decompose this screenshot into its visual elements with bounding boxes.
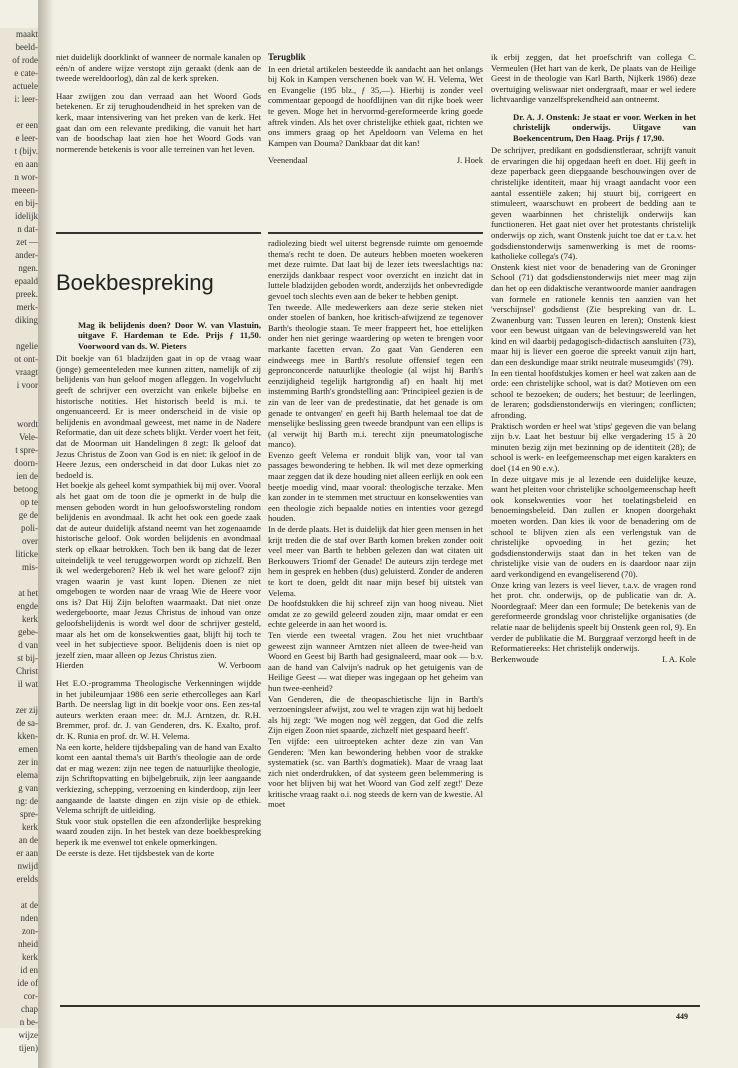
signature bbox=[268, 155, 483, 166]
margin-fragment: n be- bbox=[19, 1017, 38, 1027]
margin-fragment: e leer- bbox=[15, 133, 38, 143]
margin-fragment: preek. bbox=[15, 289, 38, 299]
margin-fragment: g van bbox=[18, 783, 38, 793]
margin-fragment: idelijk bbox=[15, 211, 38, 221]
margin-fragment: zet — bbox=[16, 237, 38, 247]
margin-fragment: erelds bbox=[16, 874, 38, 884]
review-heading: Mag ik belijdenis doen? Door W. van Vlastuin, uitgave F. Hardeman te Ede. Prijs ƒ 11,50. Voorwoord van ds. W. Pieters bbox=[78, 320, 261, 351]
review-body: De schrijver, predikant en godsdienstleraar, schrijft vanuit de ervaringen die hij opgedaan heeft en doet. Hij geeft in deze paperback geen diepgaande beschouwingen over de christelijke identiteit, maar hij vraagt aandacht voor een aantal essentiële zaken; hij stuurt bij, corrigeert en stimuleert, waarschuwt en probeert de bedding aan te geven waarbinnen het christelijk onderwijs kan functioneren. Het gaat niet over het protestants christelijk onderwijs op zich, want Onstenk juicht toe dat er t.a.v. het godsdienstonderwijs samenwerking is met de rooms-katholieke collega's (74). Onstenk kiest niet voor de benadering van de Groninger School (71) dat godsdienstonderwijs niet meer mag zijn dan het op een didaktische verantwoorde manier aandragen van formele en rationele kennis ten aanzien van het 'verschijnsel' godsdienst (Zie bespreking van dr. L. Zwanenburg van: Tussen leuren en leren); Onstenk kiest voor een bewust uitgaan van de belevingswereld van het kind en wil daarbij pedagogisch-didactisch aansluiten (73), maar hij is liever een goeroe die spreekt vanuit zijn hart, dan een deskundige maar strikt neutrale museumgids' (79). In een tiental hoofdstukjes komen er heel wat zaken aan de orde: een christelijke school, wat is dat? Motieven om een school te bezoeken; de ouders; het bestuur; de leerlingen, de leraren; godsdienstonderwijs en vieringen; conflicten; afronding. Praktisch worden er heel wat 'stips' gegeven die van belang zijn b.v. Laat het bestuur bij elke vergadering 15 à 20 minuten bezig zijn met bezinning op de identiteit (28); de school is werk- en leefgemeenschap met eigen karakters en doel (14 en 90 e.v.). In deze uitgave mis je al lezende een duidelijke keuze, want het pleiten voor christelijke schoolgemeenschap heeft ook konsekwenties voor het toelatingsbeleid en benoemingsbeleid. Dan zullen er knopen doorgehakt moeten worden. Dan kies ik voor de benadering om de school te blijven zien als een verlengstuk van de christelijke opvoeding in het gezin; het godsdienstonderwijs staat dan in het teken van de christelijke visie van de ouders en is daardoor naar zijn aard verkondigend en evangeliserend (70). Onze kring van lezers is veel liever, t.a.v. de vragen rond het prot. chr. onderwijs, op de publicatie van dr. A. Noordegraaf: Meer dan een formule; De betekenis van de gereformeerde grondslag voor christelijke organisaties (de relatie naar de belijdenis speelt bij Onstenk geen rol, 9). En verder de publikatie die M. Burggraaf verzorgd heeft in de Reformatiereeks: Het christelijk onderwijs. bbox=[491, 145, 696, 654]
margin-fragment: liticke bbox=[15, 549, 38, 559]
margin-fragment: kerk bbox=[22, 952, 38, 962]
section-title: Boekbespreking bbox=[56, 270, 214, 295]
review-body: Het E.O.-programma Theologische Verkenningen wijdde in het jubileumjaar 1986 een serie ethercolleges aan Karl Barth. De neerslag ligt in dit boekje voor ons. Een zes-tal auteurs werkten eraan mee: dr. M.J. Arntzen, dr. R.H. Bremmer, prof. dr. J. van Genderen, drs. K. Exalto, prof. dr. K. Runia en prof. dr. W. H. Velema. Na een korte, heldere tijdsbepaling van de hand van Exalto komt een aantal thema's uit Barth's theologie aan de orde dat er mag wezen: zijn nee tegen de natuurlijke theologie, zijn Schriftopvatting en bijbelgebruik, zijn leer aangaande verkiezing, schepping, verzoening en kinderdoop, zijn leer aangaande de laatste dingen en zijn visie op de ethiek. Velema schrijft de uitleiding. Stuk voor stuk opstellen die een afzonderlijke bespreking waard zouden zijn. In het bestek van deze boekbespreking beperk ik me evenwel tot enkele opmerkingen. De eerste is deze. Het tijdsbestek van de korte bbox=[56, 678, 261, 858]
section-rule bbox=[268, 232, 483, 234]
margin-fragment: ander- bbox=[15, 250, 38, 260]
signature-place: Berkenwoude bbox=[491, 653, 539, 664]
margin-fragment: ide of bbox=[17, 978, 38, 988]
margin-fragment: ngelie bbox=[16, 341, 38, 351]
margin-fragment: ien de bbox=[16, 471, 38, 481]
paragraph: ik erbij zeggen, dat het proefschrift van collega C. Vermeulen (Het hart van de kerk, De plaats van de Heilige Geest in de theologie van Karl Barth, Nijkerk 1986) deze overtuiging weliswaar niet ondergraaft, maar er wel iedere lichtvaardige vanzelfsprekendheid aan ontneemt. bbox=[491, 52, 696, 105]
signature-author: W. Verboom bbox=[218, 660, 261, 671]
margin-fragment: wijze bbox=[18, 1030, 38, 1040]
margin-fragment: en bij- bbox=[14, 198, 38, 208]
margin-fragment: er een bbox=[16, 120, 38, 130]
margin-fragment: an de bbox=[18, 835, 38, 845]
margin-fragment: Vele- bbox=[19, 432, 38, 442]
review-body: Dit boekje van 61 bladzijden gaat in op de vraag waar (jonge) gemeenteleden mee kunnen zitten, namelijk of zij belijdenis van hun geloof mogen afleggen. In vogelvlucht geeft de schrijver een overzicht van enkele bijbelse en historische notities. Het historisch beeld is m.i. te ongenuanceerd. Er is meer onderscheid in de visie op belijdenis en avondmaal geweest, met name in de Nadere Reformatie, dan uit deze schets blijkt. Verder voert het feit, dat de Moorman uit Handelingen 8 zegt: Ik geloof dat Jezus Christus de Zoon van God is en niet: ik geloof in de Heere Jezus, een onderscheid in dat door Lukas niet zo bedoeld is. Het boekje als geheel komt sympathiek bij mij over. Vooral als het gaat om de toon die je opmerkt in de hulp die mensen geboden wordt in hun geloofsworsteling rondom belijdenis en avondmaal. Ik acht het ook een goede zaak dat de auteur duidelijk afstand neemt van het zogenaamde historische geloof. Ook worden belijdenis en avondmaal sterk op elkaar betrokken. Toch ben ik bang dat de lezer uiteindelijk te veel teruggeworpen wordt op zichzelf. Ben ik wel wedergeboren? Heb ik wel het ware geloof? zijn vragen waarin je vast kunt lopen. Dienen ze niet omgebogen te worden naar de vraag Wie de Heere voor ons is? Dat Hij Zijn beloften waarmaakt. Dat niet onze wedergeboorte, maar Jezus Christus de inhoud van onze geloofsbelijdenis is wordt wel door de schrijver gesteld, maar als het om de konsekwenties gaat, blijft hij toch te veel in het subjectieve spoor. Belijdenis doen is niet op jezelf zien, maar alleen op Jezus Christus zien. bbox=[56, 353, 261, 660]
section-rule bbox=[56, 232, 261, 234]
margin-fragment: id en bbox=[20, 965, 38, 975]
margin-fragment: engde bbox=[16, 601, 38, 611]
margin-fragment bbox=[0, 691, 38, 704]
margin-fragment: t spre- bbox=[15, 445, 38, 455]
margin-fragment: il wat bbox=[17, 679, 38, 689]
margin-fragment: at de bbox=[20, 900, 38, 910]
signature-place: Hierden bbox=[56, 660, 84, 671]
margin-fragment: elema bbox=[16, 770, 38, 780]
margin-fragment: over bbox=[22, 536, 38, 546]
review-body: radiolezing biedt wel uiterst begrensde ruimte om genoemde thema's recht te doen. De auteurs hebben moeten woekeren met deze ruimte. Dat laat bij de lezer iets tweeslachtigs na: enerzijds dankbaar respect voor overzicht en inzicht dat in luttele bladzijden geboden wordt, anderzijds het onbevredigde gevoel toch slechts even aan de beker te hebben genipt. Ten tweede. Alle medewerkers aan deze serie steken niet onder stoelen of banken, hoe kritisch-afwijzend ze tegenover Barth's theologie staan. Te meer frappeert het, hoe ettelijken onder hen niet geringe waardering op weten te brengen voor markante facetten ervan. Zo gaat Van Genderen een eindweegs mee in Barth's resolute offensief tegen een gepronconcerde natuurlijke theologie (al wijst hij Barth's eenzijdigheid tegelijk hartgrondig af) en haalt hij met instemming Barth's grondstelling aan: 'Principieel gezien is de zin van de leer van de predestinatie, dat het genade is om genade te ontvangen' en geeft hij Barth helemaal toe dat de menselijke beslissing geen tweede brandpunt van een ellips is (al verwijt hij Barth m.i. terecht zijn pneumatologische manco). Evenzo geeft Velema er ronduit blijk van, voor tal van passages bewondering te hebben. Ik wil met deze opmerking maar zeggen dat ik deze houding niet alleen eerlijk en ook een beetje moedig vind, maar vooral: theologische terzake. Men kan zonder in te stemmen met structuur en konsekwenties van een theologie zich bepaalde noties en intenties voor gezegd houden. In de derde plaats. Het is duidelijk dat hier geen mensen in het krijt treden die de staf over Barth komen breken zonder ooit veel meer van Barth te hebben gelezen dan wat citaten uit Berkouwers Triomf der Genade! De auteurs zijn terdege met hem in gesprek en hebben (dus) geluisterd. Zonder de anderen te kort te doen, geldt dit naar mijn besef bij uitstek van Velema. De hoofdstukken die hij schreef zijn van hoog niveau. Niet omdat ze zo gewild geleerd zouden zijn, maar omdat er een echte geleerde in aan het woord is. Ten vierde een tweetal vragen. Zou het niet vruchtbaar geweest zijn wanneer Arntzen niet alleen de twee-heid van Woord en Geest bij Barth had gesignaleerd, maar ook — b.v. aan de hand van Calvijn's nadruk op het getuigenis van de Heilige Geest — wat dieper was ingegaan op het geheim van hun twee-eenheid? Van Genderen, die de theopaschietische lijn in Barth's verzoeningsleer afwijst, zou wel te vragen zijn wat hij bedoelt als hij zegt: 'We mogen nog wèl zeggen, dat God die zelfs Zijn eigen Zoon niet spaarde, zichzelf niet gespaard heeft'. Ten vijfde: een uitroepteken achter deze zin van Van Genderen: 'Men kan bewondering hebben voor de strakke systematiek (sc. van Barth's dogmatiek). Maar de vraag laat zich niet onderdrukken, of dat systeem geen belemmering is voor het blijven bij wat het Woord van God zelf zegt!' Deze kritische vraag raakt o.i. nog steeds de kern van de kwestie. Al moet bbox=[268, 238, 483, 810]
margin-fragment: op te bbox=[20, 497, 38, 507]
paragraph: niet duidelijk doorklinkt of wanneer de normale kanalen op eén/n of andere wijze verstopt zijn geraakt (denk aan de tweede wereldoorlog), dàn zal de kerk spreken. bbox=[56, 52, 261, 84]
margin-fragment: epaald bbox=[14, 276, 38, 286]
margin-fragment: ng: de bbox=[15, 796, 38, 806]
margin-fragment bbox=[0, 886, 38, 899]
previous-page-edge bbox=[0, 28, 40, 1053]
margin-fragment: chap bbox=[21, 1004, 38, 1014]
margin-fragment: vraagt bbox=[15, 367, 38, 377]
margin-fragment: zer zij bbox=[15, 705, 38, 715]
margin-fragment: n dat- bbox=[17, 224, 38, 234]
margin-fragment bbox=[0, 327, 38, 340]
column-left bbox=[56, 52, 261, 154]
margin-fragment: st bij- bbox=[17, 653, 38, 663]
margin-fragment bbox=[0, 405, 38, 418]
margin-fragment: kerk bbox=[22, 822, 38, 832]
margin-fragment: ngen. bbox=[18, 263, 38, 273]
margin-fragment: merk- bbox=[16, 302, 38, 312]
margin-fragment bbox=[0, 392, 38, 405]
margin-fragment: t (bijv. bbox=[14, 146, 38, 156]
margin-fragment: spre- bbox=[20, 809, 38, 819]
margin-fragment: doorn- bbox=[14, 458, 38, 468]
margin-fragment: mis- bbox=[21, 562, 38, 572]
margin-fragment: n wor- bbox=[14, 172, 38, 182]
margin-fragment: gebe- bbox=[18, 627, 38, 637]
signature-author: J. Hoek bbox=[456, 155, 483, 166]
margin-fragment: nheid bbox=[18, 939, 38, 949]
margin-fragment: nden bbox=[20, 913, 38, 923]
margin-fragment: ot ont- bbox=[14, 354, 38, 364]
margin-fragment: wordt bbox=[17, 419, 38, 429]
margin-fragment: ge de bbox=[18, 510, 38, 520]
margin-fragment: e cate- bbox=[14, 68, 38, 78]
margin-fragment: zer in bbox=[17, 757, 38, 767]
margin-fragment: at het bbox=[18, 588, 38, 598]
margin-fragment: d van bbox=[18, 640, 38, 650]
margin-fragment: nwijd bbox=[17, 861, 38, 871]
margin-fragment: poli- bbox=[21, 523, 38, 533]
margin-fragment: i: leer- bbox=[14, 94, 38, 104]
margin-fragment bbox=[0, 106, 38, 119]
page-number: 449 bbox=[676, 1012, 688, 1021]
margin-fragment: diking bbox=[14, 315, 38, 325]
signature bbox=[491, 654, 696, 665]
margin-fragment: zon- bbox=[22, 926, 38, 936]
column-right bbox=[491, 52, 696, 664]
margin-fragment: actuele bbox=[12, 81, 38, 91]
margin-fragment: en aan bbox=[14, 159, 38, 169]
terugblik-heading: Terugblik bbox=[268, 52, 306, 62]
column-middle-continued bbox=[268, 238, 483, 810]
gutter-shadow bbox=[38, 0, 54, 1068]
signature-place: Veenendaal bbox=[268, 155, 308, 166]
margin-fragment: er aan bbox=[16, 848, 38, 858]
review-heading: Dr. A. J. Onstenk: Je staat er voor. Werken in het christelijk onderwijs. Uitgave van Boekencentrum, Den Haag. Prijs ƒ 17,90. bbox=[513, 111, 696, 143]
margin-fragment: kerk bbox=[22, 614, 38, 624]
margin-fragment: beeld- bbox=[15, 42, 38, 52]
margin-fragment: maakt bbox=[16, 29, 38, 39]
review-verboom bbox=[56, 320, 261, 858]
column-middle bbox=[268, 52, 483, 166]
margin-fragment: de sa- bbox=[16, 718, 38, 728]
margin-fragment: meeen- bbox=[11, 185, 38, 195]
signature bbox=[56, 660, 261, 671]
margin-fragment: Christ bbox=[15, 666, 38, 676]
margin-fragment: emen bbox=[18, 744, 38, 754]
margin-fragment bbox=[0, 574, 38, 587]
paragraph: Haar zwijgen zou dan verraad aan het Woord Gods betekenen. Er zij terughoudendheid in het spreken van de kerk, maar intensivering van het preken van de kerk. Het gaat dan om een relevante prediking, die vanuit het hart van de boodschap laat zien hoe het Woord Gods van normerende betekenis is voor alle terreinen van het leven. bbox=[56, 90, 261, 154]
signature-author: I. A. Kole bbox=[662, 653, 696, 664]
margin-fragment: of rode bbox=[12, 55, 38, 65]
margin-fragment: cor- bbox=[23, 991, 38, 1001]
terugblik-body: In een drietal artikelen besteedde ik aandacht aan het onlangs bij Kok in Kampen verschenen boek van W. H. Velema, Wet en Evangelie (195 blz., ƒ 35,—). Hierbij is zonder veel commentaar gepoogd de hoofdlijnen van dit rijke boek weer te geven. Moge het in hervormd-gereformeerde kring goede aftrek vinden. Als het over christelijke ethiek gaat, richten we ons immers graag op het Apeldoorn van Velema en het Kampen van Douma? Dankbaar dat dit kan! bbox=[268, 63, 483, 148]
margin-fragment: kken- bbox=[17, 731, 38, 741]
margin-fragment: tijen) bbox=[19, 1043, 38, 1053]
margin-fragment: betoog bbox=[13, 484, 38, 494]
bottom-rule bbox=[60, 1005, 700, 1007]
margin-fragment: i voor bbox=[16, 380, 38, 390]
